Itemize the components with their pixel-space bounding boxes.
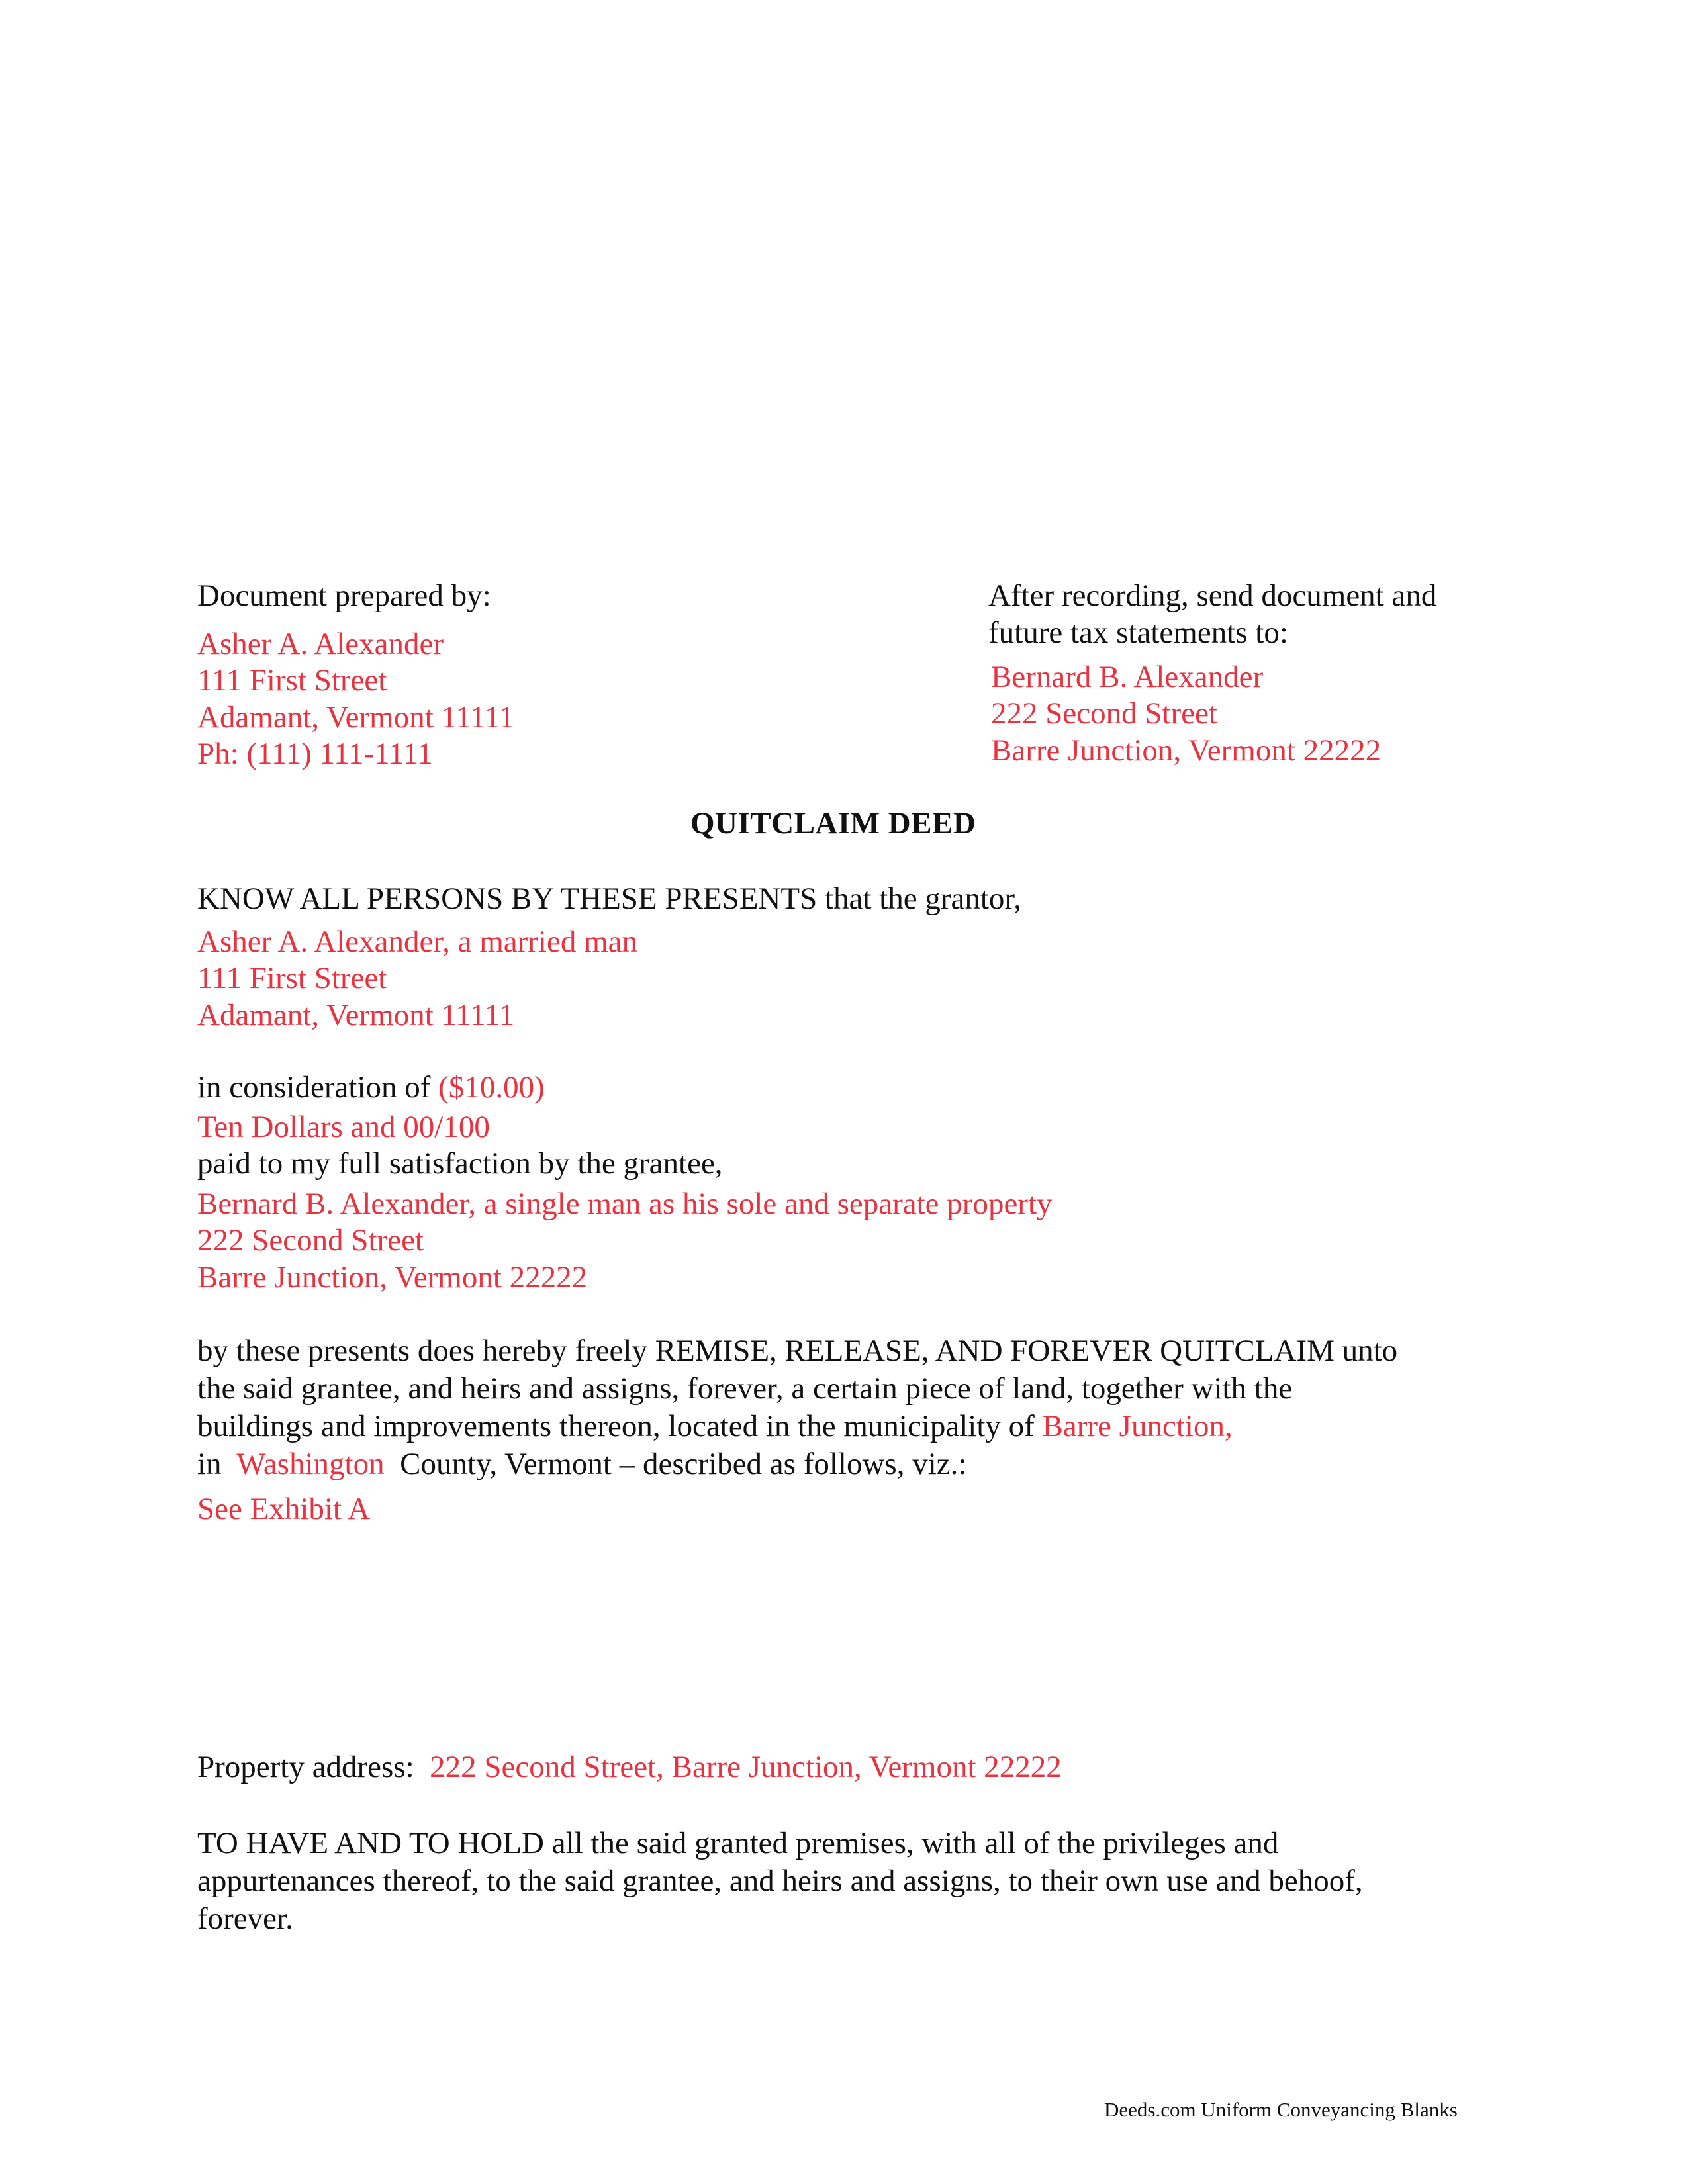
consideration-line (197, 1072, 545, 1103)
consideration-prefix: in consideration of (197, 1070, 431, 1105)
conveyance-line4-prefix: in (197, 1447, 222, 1481)
consideration-paid-text: paid to my full satisfaction by the grantee, (197, 1146, 723, 1181)
preparer-phone: Ph: (111) 111-1111 (197, 737, 433, 771)
return-to-name: Bernard B. Alexander (991, 660, 1264, 694)
return-to-street: 222 Second Street (991, 696, 1217, 731)
property-address-line (197, 1752, 1062, 1783)
property-address-label: Property address: (197, 1750, 414, 1784)
grantee-city: Barre Junction, Vermont 22222 (197, 1260, 588, 1295)
preparer-street: 111 First Street (197, 663, 387, 698)
conveyance-line4-suffix: County, Vermont – described as follows, viz.: (400, 1447, 967, 1481)
grantee-street: 222 Second Street (197, 1223, 424, 1257)
legal-description: See Exhibit A (197, 1492, 371, 1526)
conveyance-line1: by these presents does hereby freely REMISE, RELEASE, AND FOREVER QUITCLAIM unto (197, 1334, 1398, 1368)
preparer-label: Document prepared by: (197, 578, 491, 613)
property-address: 222 Second Street, Barre Junction, Vermont 22222 (430, 1750, 1062, 1784)
county: Washington (236, 1447, 385, 1481)
grantor-intro: KNOW ALL PERSONS BY THESE PRESENTS that the grantor, (197, 882, 1021, 916)
grantee-name: Bernard B. Alexander, a single man as his sole and separate property (197, 1187, 1053, 1221)
grantor-name: Asher A. Alexander, a married man (197, 925, 638, 959)
municipality: Barre Junction, (1042, 1409, 1233, 1443)
conveyance-line2: the said grantee, and heirs and assigns, forever, a certain piece of land, together with the (197, 1371, 1293, 1406)
footer-credit: Deeds.com Uniform Conveyancing Blanks (1104, 2098, 1458, 2121)
preparer-name: Asher A. Alexander (197, 627, 444, 661)
consideration-words: Ten Dollars and 00/100 (197, 1110, 490, 1144)
habendum-line3: forever. (197, 1901, 293, 1936)
conveyance-line3 (197, 1411, 1233, 1442)
grantor-street: 111 First Street (197, 961, 387, 995)
conveyance-line3-prefix: buildings and improvements thereon, located in the municipality of (197, 1409, 1035, 1443)
return-to-label-line1: After recording, send document and (988, 578, 1437, 613)
return-to-label-line2: future tax statements to: (988, 615, 1288, 650)
document-title: QUITCLAIM DEED (690, 806, 976, 841)
grantor-city: Adamant, Vermont 11111 (197, 998, 515, 1032)
preparer-city: Adamant, Vermont 11111 (197, 700, 515, 735)
conveyance-line4 (197, 1449, 966, 1480)
habendum-line2: appurtenances thereof, to the said grantee, and heirs and assigns, to their own use and behoof, (197, 1864, 1363, 1898)
return-to-city: Barre Junction, Vermont 22222 (991, 733, 1382, 768)
consideration-amount: ($10.00) (438, 1070, 545, 1105)
habendum-line1: TO HAVE AND TO HOLD all the said granted premises, with all of the privileges and (197, 1826, 1279, 1860)
